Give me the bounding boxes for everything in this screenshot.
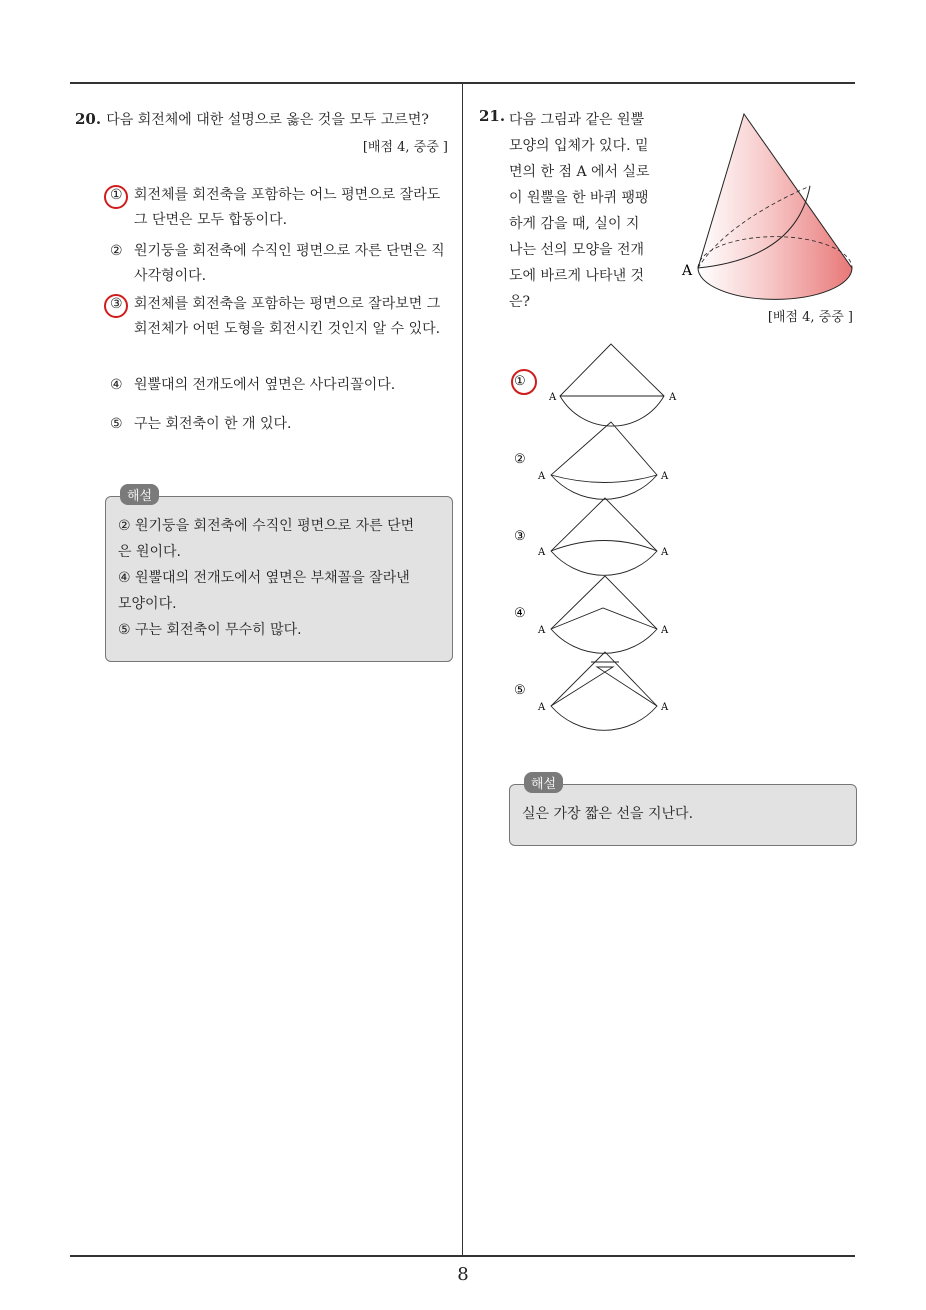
q20-meta: [배점 4, 중중 ] <box>362 140 448 155</box>
choice-3-string <box>551 541 657 552</box>
q20-option-marker: ② <box>110 243 123 259</box>
page-number: 8 <box>457 1264 469 1285</box>
choice-4-string <box>551 608 657 629</box>
q21-question-line: 이 원뿔을 한 바퀴 팽팽 <box>509 190 649 206</box>
q21-question <box>509 107 674 315</box>
q21-explanation-label: 해설 <box>524 772 563 793</box>
q20-option-1[interactable] <box>110 183 450 233</box>
q21-question-line: 나는 선의 모양을 전개 <box>509 242 645 258</box>
column-divider <box>462 83 463 1256</box>
q21-cone-figure <box>676 108 860 308</box>
q21-choice-marker-1[interactable]: ① <box>514 374 526 389</box>
q20-explanation-line: 모양이다. <box>118 596 177 612</box>
q21-choice-marker-5[interactable]: ⑤ <box>514 683 526 698</box>
point-label-a: A <box>538 471 546 482</box>
q20-option-text: 원기둥을 회전축에 수직인 평면으로 자른 단면은 직사각형이다. <box>134 243 445 284</box>
q20-explanation-box <box>105 496 453 662</box>
point-label-a: A <box>661 471 669 482</box>
q20-option-text: 회전체를 회전축을 포함하는 평면으로 잘라보면 그 회전체가 어떤 도형을 회전시킨 것인지 알 수 있다. <box>134 296 441 337</box>
q20-option-text: 원뿔대의 전개도에서 옆면은 사다리꼴이다. <box>134 377 396 393</box>
q20-option-5[interactable] <box>110 412 450 437</box>
choice-3-sector <box>551 498 657 575</box>
q21-choice-marker-2[interactable]: ② <box>514 452 526 467</box>
bottom-rule <box>70 1255 855 1257</box>
point-label-a: A <box>661 547 669 558</box>
q21-choice-marker-3[interactable]: ③ <box>514 529 526 544</box>
q21-question-line: 면의 한 점 A 에서 실로 <box>509 164 650 180</box>
point-label-a: A <box>549 392 557 403</box>
q21-question-line: 다음 그림과 같은 원뿔 <box>509 112 645 128</box>
q20-option-marker: ③ <box>110 296 123 312</box>
q20-explanation-text <box>118 513 448 643</box>
choice-5-sector <box>551 652 657 730</box>
choice-2-string <box>551 475 657 483</box>
choice-2-sector <box>551 422 657 499</box>
point-label-a: A <box>538 702 546 713</box>
q20-option-marker: ⑤ <box>110 416 123 432</box>
q20-explanation-line: 은 원이다. <box>118 544 181 560</box>
choice-4-sector <box>551 576 657 653</box>
q21-number: 21. <box>479 107 506 125</box>
q20-explanation-line: ⑤ 구는 회전축이 무수히 많다. <box>118 622 302 638</box>
q20-option-4[interactable] <box>110 373 450 398</box>
q20-option-text: 구는 회전축이 한 개 있다. <box>134 416 292 432</box>
q21-question-line: 모양의 입체가 있다. 밑 <box>509 138 649 154</box>
q20-explanation-line: ④ 원뿔대의 전개도에서 옆면은 부채꼴을 잘라낸 <box>118 570 410 586</box>
q20-option-2[interactable] <box>110 239 450 289</box>
choice-1-sector <box>560 344 664 426</box>
point-label-a: A <box>661 702 669 713</box>
q21-question-line: 하게 감을 때, 실이 지 <box>509 216 640 232</box>
q20-option-marker: ④ <box>110 377 123 393</box>
q20-question: 다음 회전체에 대한 설명으로 옳은 것을 모두 고르면? <box>106 112 429 128</box>
q21-question-line: 은? <box>509 294 531 310</box>
q21-explanation-text <box>522 801 852 827</box>
q21-explanation-line: 실은 가장 짧은 선을 지난다. <box>522 806 694 822</box>
point-label-a: A <box>538 625 546 636</box>
q20-option-marker: ① <box>110 187 123 203</box>
point-label-a: A <box>538 547 546 558</box>
q20-number: 20. <box>75 110 102 128</box>
point-label-a: A <box>669 392 677 403</box>
q20-header <box>75 107 460 133</box>
q21-meta: [배점 4, 중중 ] <box>767 310 853 325</box>
q20-option-3[interactable] <box>110 292 450 342</box>
q20-option-text: 회전체를 회전축을 포함하는 어느 평면으로 잘라도 그 단면은 모두 합동이다. <box>134 187 441 228</box>
q21-choices <box>505 340 695 740</box>
q20-explanation-label: 해설 <box>120 484 159 505</box>
cone-body <box>698 114 852 299</box>
q21-question-line: 도에 바르게 나타낸 것 <box>509 268 645 284</box>
cone-point-label: A <box>682 263 693 279</box>
q21-explanation-box <box>509 784 857 846</box>
q21-choice-marker-4[interactable]: ④ <box>514 606 526 621</box>
choice-5-string <box>551 667 657 706</box>
point-label-a: A <box>661 625 669 636</box>
q20-explanation-line: ② 원기둥을 회전축에 수직인 평면으로 자른 단면 <box>118 518 415 534</box>
